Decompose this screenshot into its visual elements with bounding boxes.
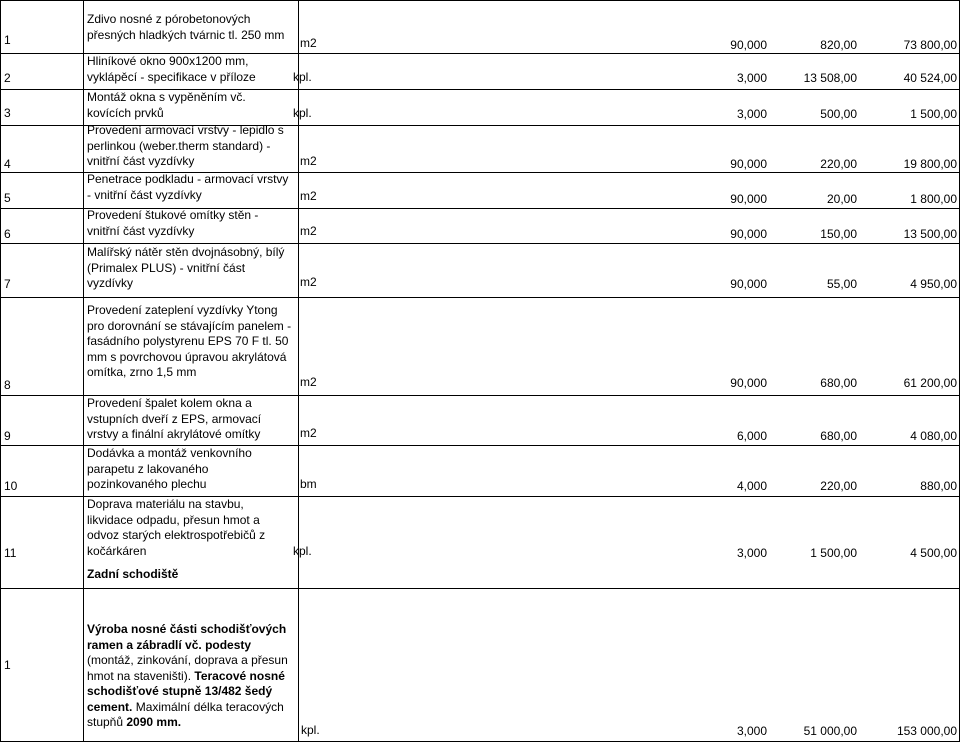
item-quantity: 3,000 <box>736 107 767 121</box>
item-total: 1 500,00 <box>910 107 957 121</box>
section-title: Zadní schodiště <box>87 567 179 581</box>
item-quantity: 3,000 <box>736 546 767 560</box>
item-number: 8 <box>4 378 11 392</box>
item-description: Montáž okna s vypěněním vč. kovících prvků <box>87 90 246 120</box>
description-bold-part: 2090 mm. <box>126 715 182 729</box>
item-description: Provedení zateplení vyzdívky Ytong pro dorovnání se stávajícím panelem - fasádního polystyrenu EPS 70 F tl. 50 mm s povrchovou úpravou akrylátová omítka, zrno 1,5 mm <box>87 303 292 379</box>
item-total: 880,00 <box>920 479 957 493</box>
item-quantity: 90,000 <box>730 192 767 206</box>
item-quantity: 90,000 <box>730 227 767 241</box>
column-divider <box>298 0 299 588</box>
item-description: Provedení špalet kolem okna a vstupních dveří z EPS, armovací vrstvy a finální akrylátové omítky <box>87 396 262 441</box>
item-number: 2 <box>4 71 11 85</box>
item-description: Malířský nátěr stěn dvojnásobný, bílý (Primalex PLUS) - vnitřní část vyzdívky <box>87 245 285 290</box>
item-quantity: 90,000 <box>730 376 767 390</box>
item-number: 7 <box>4 277 11 291</box>
item-unit-price: 150,00 <box>820 227 857 241</box>
item-unit: bm <box>300 477 317 491</box>
item-unit-price: 55,00 <box>826 277 857 291</box>
item-unit-price: 680,00 <box>820 376 857 390</box>
item-description: Zdivo nosné z pórobetonových přesných hladkých tvárnic tl. 250 mm <box>87 12 285 42</box>
item-number: 4 <box>4 157 11 171</box>
item-total: 40 524,00 <box>903 71 957 85</box>
item-unit: kpl. <box>293 106 312 120</box>
item-unit: kpl. <box>293 70 312 84</box>
item-description: Provedení štukové omítky stěn - vnitřní část vyzdívky <box>87 208 259 238</box>
item-unit: m2 <box>300 36 317 50</box>
item-unit: m2 <box>300 275 317 289</box>
item-description: Dodávka a montáž venkovního parapetu z lakovaného pozinkovaného plechu <box>87 446 252 491</box>
item-unit-price: 51 000,00 <box>803 724 857 738</box>
item-total: 1 800,00 <box>910 192 957 206</box>
item-unit: m2 <box>300 189 317 203</box>
item-unit: m2 <box>300 154 317 168</box>
item-description: Provedení armovací vrstvy - lepidlo s perlinkou (weber.therm standard) - vnitřní část vyzdívky <box>87 123 284 168</box>
item-description <box>87 622 299 731</box>
column-divider <box>0 0 1 742</box>
column-divider <box>83 0 84 742</box>
item-number: 1 <box>4 33 11 47</box>
item-quantity: 90,000 <box>730 277 767 291</box>
row-divider <box>0 243 960 244</box>
item-unit: kpl. <box>293 544 312 558</box>
item-quantity: 3,000 <box>736 71 767 85</box>
item-total: 13 500,00 <box>903 227 957 241</box>
item-unit-price: 500,00 <box>820 107 857 121</box>
item-number: 10 <box>4 479 18 493</box>
item-number: 1 <box>4 658 11 672</box>
description-bold-part: Výroba nosné části schodišťových ramen a zábradlí vč. <box>87 622 287 652</box>
item-unit: kpl. <box>301 723 320 737</box>
item-total: 4 500,00 <box>910 546 957 560</box>
item-unit: m2 <box>300 426 317 440</box>
item-unit-price: 20,00 <box>826 192 857 206</box>
item-total: 19 800,00 <box>903 157 957 171</box>
item-number: 6 <box>4 227 11 241</box>
item-number: 3 <box>4 106 11 120</box>
item-quantity: 3,000 <box>736 724 767 738</box>
item-total: 153 000,00 <box>896 724 957 738</box>
item-unit-price: 680,00 <box>820 429 857 443</box>
item-unit-price: 1 500,00 <box>810 546 857 560</box>
item-number: 5 <box>4 191 11 205</box>
item-description: Doprava materiálu na stavbu, likvidace odpadu, přesun hmot a odvoz starých elektrospotřebičů z kočárkáren <box>87 497 266 558</box>
item-unit: m2 <box>300 375 317 389</box>
item-total: 4 080,00 <box>910 429 957 443</box>
item-unit-price: 820,00 <box>820 38 857 52</box>
item-total: 73 800,00 <box>903 38 957 52</box>
row-divider <box>0 588 960 589</box>
item-description: Penetrace podkladu - armovací vrstvy - vnitřní část vyzdívky <box>87 172 289 202</box>
item-unit-price: 220,00 <box>820 157 857 171</box>
item-number: 9 <box>4 429 11 443</box>
description-part: Maximální délka teracových stupňů <box>87 699 284 729</box>
item-quantity: 90,000 <box>730 157 767 171</box>
item-total: 4 950,00 <box>910 277 957 291</box>
description-bold-part: podesty <box>205 637 252 652</box>
item-quantity: 4,000 <box>736 479 767 493</box>
row-divider <box>0 297 960 298</box>
item-quantity: 6,000 <box>736 429 767 443</box>
row-divider <box>0 0 960 1</box>
item-unit: m2 <box>300 224 317 238</box>
item-description: Hliníkové okno 900x1200 mm, vyklápěcí - specifikace v příloze <box>87 54 256 84</box>
item-number: 11 <box>4 546 17 560</box>
description-bold-part: Teracové nosné schodišťové stupně 13/482 šedý cement. <box>87 668 285 714</box>
item-total: 61 200,00 <box>903 376 957 390</box>
description-part: (montáž, zinkování, doprava a přesun hmot na staveništi). <box>87 653 288 683</box>
item-quantity: 90,000 <box>730 38 767 52</box>
item-unit-price: 13 508,00 <box>803 71 857 85</box>
item-unit-price: 220,00 <box>820 479 857 493</box>
